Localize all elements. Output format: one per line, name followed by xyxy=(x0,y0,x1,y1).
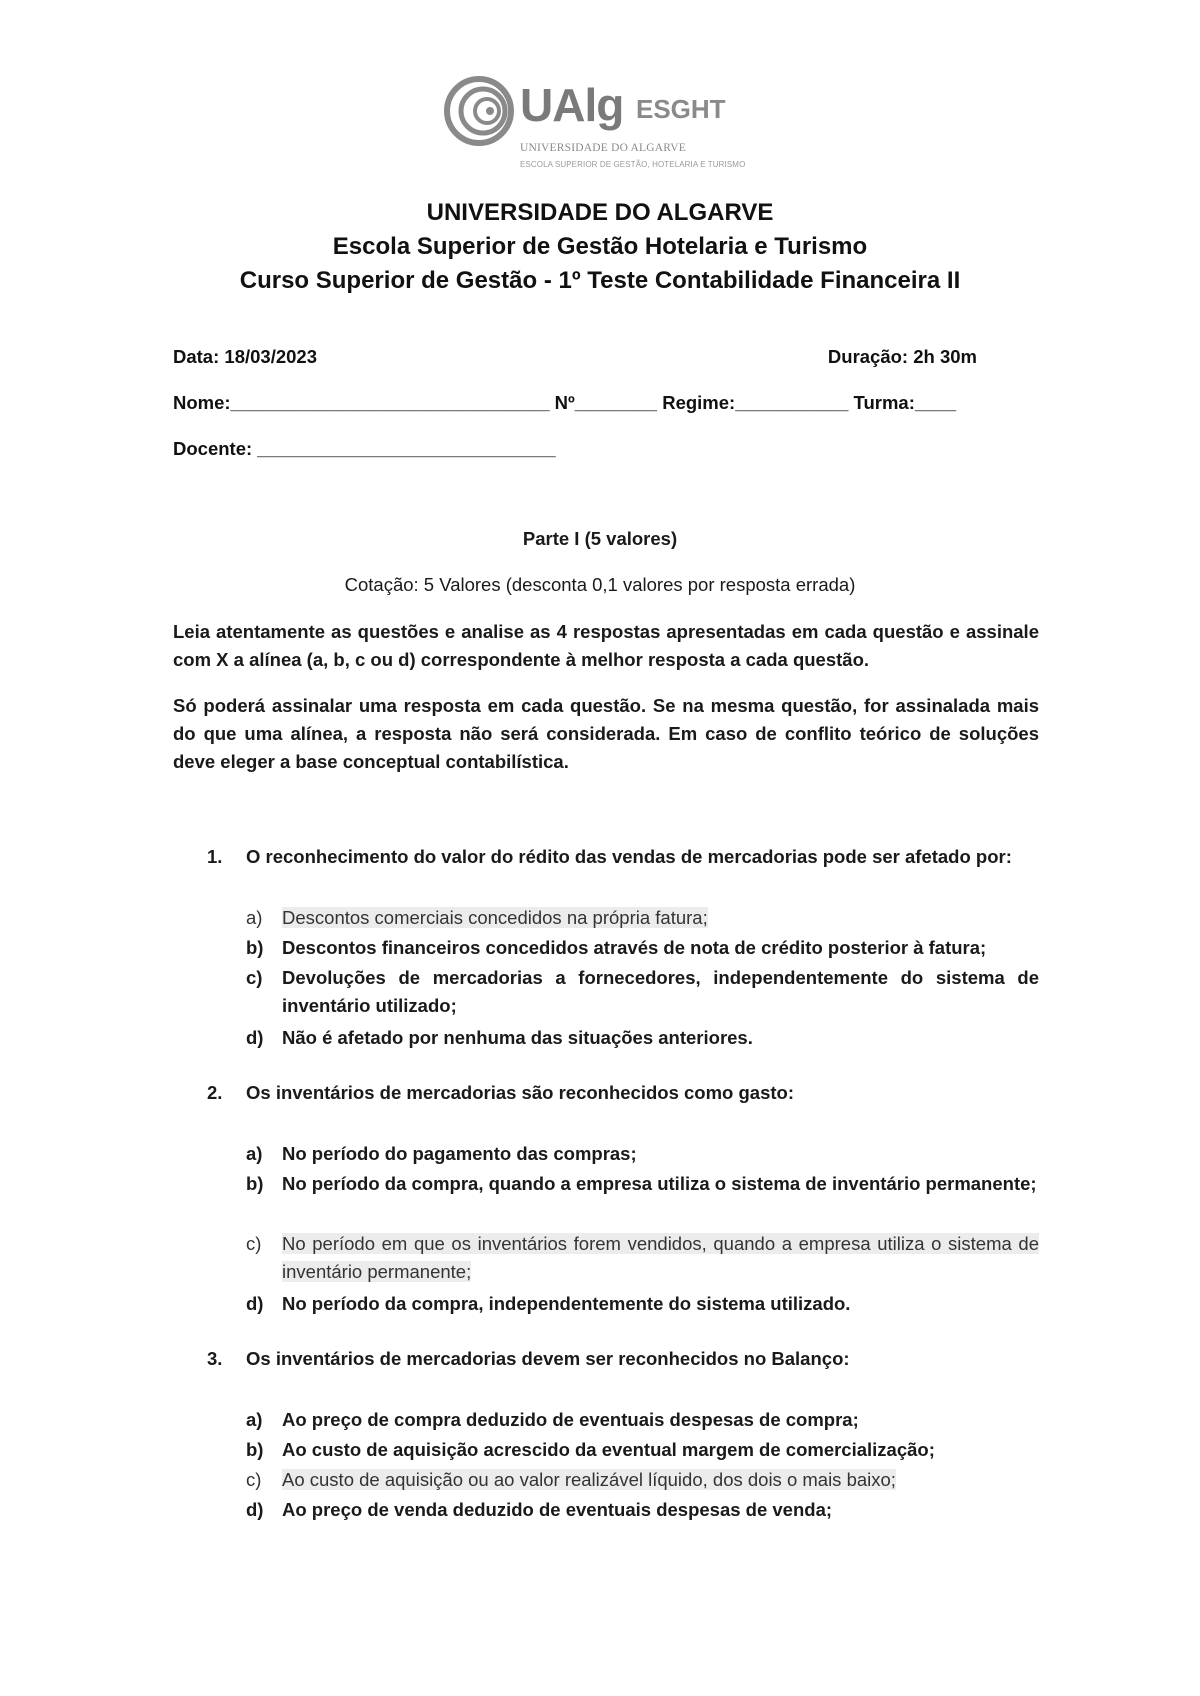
option-letter: a) xyxy=(246,907,263,928)
option-text: Devoluções de mercadorias a fornecedores, independentemente do sistema de inventário utilizado; xyxy=(282,967,1039,1016)
q3-option-b[interactable] xyxy=(246,1436,1039,1464)
question-text: Os inventários de mercadorias devem ser reconhecidos no Balanço: xyxy=(246,1348,850,1369)
q2-option-d[interactable] xyxy=(246,1290,1039,1318)
q2-option-c[interactable] xyxy=(246,1230,1039,1286)
question-number: 1. xyxy=(207,846,223,867)
exam-date: Data: 18/03/2023 xyxy=(173,346,317,367)
q2-option-b[interactable] xyxy=(246,1170,1039,1198)
option-text: Ao preço de venda deduzido de eventuais despesas de venda; xyxy=(282,1499,833,1520)
q3-option-c[interactable] xyxy=(246,1466,1039,1494)
header-school: Escola Superior de Gestão Hotelaria e Turismo xyxy=(332,233,868,260)
logo-main-text: UAlg xyxy=(520,79,624,131)
header-university: UNIVERSIDADE DO ALGARVE xyxy=(426,199,774,226)
q1-option-d[interactable] xyxy=(246,1024,1039,1052)
option-letter: b) xyxy=(246,1439,264,1460)
logo-school-name: ESCOLA SUPERIOR DE GESTÃO, HOTELARIA E TURISMO xyxy=(520,160,746,169)
q3-option-a[interactable] xyxy=(246,1406,1039,1434)
q1-option-a[interactable] xyxy=(246,904,1039,932)
option-letter: c) xyxy=(246,967,263,988)
question-text: Os inventários de mercadorias são reconhecidos como gasto: xyxy=(246,1082,794,1103)
q1-option-b[interactable] xyxy=(246,934,1039,962)
concentric-circles-logo-icon xyxy=(444,76,514,146)
option-letter: d) xyxy=(246,1293,264,1314)
date-duration-row xyxy=(173,346,1039,368)
option-text: No período do pagamento das compras; xyxy=(282,1143,637,1164)
instructions-paragraph-2: Só poderá assinalar uma resposta em cada questão. Se na mesma questão, for assinalada mais do que uma alínea, a resposta não será considerada. Em caso de conflito teórico de soluções deve eleger a base conceptual contabilística. xyxy=(173,695,1039,772)
q3-option-d[interactable] xyxy=(246,1496,1039,1524)
question-text: O reconhecimento do valor do rédito das vendas de mercadorias pode ser afetado por: xyxy=(246,846,1012,867)
docente-line[interactable]: Docente: _____________________________ xyxy=(173,438,556,459)
option-text: Descontos comerciais concedidos na própria fatura; xyxy=(282,907,708,928)
university-logo xyxy=(444,74,784,174)
option-text: Não é afetado por nenhuma das situações anteriores. xyxy=(282,1027,753,1048)
option-letter: c) xyxy=(246,1469,262,1490)
option-text: No período da compra, independentemente do sistema utilizado. xyxy=(282,1293,851,1314)
exam-duration: Duração: 2h 30m xyxy=(827,346,977,367)
question-number: 2. xyxy=(207,1082,223,1103)
option-letter: b) xyxy=(246,937,264,958)
option-letter: a) xyxy=(246,1409,263,1430)
q2-option-a[interactable] xyxy=(246,1140,1039,1168)
option-text: No período da compra, quando a empresa utiliza o sistema de inventário permanente; xyxy=(282,1173,1037,1194)
option-text: Ao custo de aquisição ou ao valor realizável líquido, dos dois o mais baixo; xyxy=(282,1469,896,1490)
option-letter: d) xyxy=(246,1499,264,1520)
student-info-line[interactable]: Nome:_______________________________ Nº________ Regime:___________ Turma:____ xyxy=(173,392,957,413)
option-letter: d) xyxy=(246,1027,264,1048)
q1-option-c[interactable] xyxy=(246,964,1039,1020)
part-title: Parte I (5 valores) xyxy=(522,528,678,549)
logo-sub-text: ESGHT xyxy=(636,94,726,124)
header-course: Curso Superior de Gestão - 1º Teste Contabilidade Financeira II xyxy=(239,267,961,294)
option-text: Descontos financeiros concedidos através de nota de crédito posterior à fatura; xyxy=(282,937,987,958)
question-number: 3. xyxy=(207,1348,223,1369)
option-text: Ao custo de aquisição acrescido da eventual margem de comercialização; xyxy=(282,1439,935,1460)
document-header xyxy=(0,196,1200,298)
option-text: Ao preço de compra deduzido de eventuais despesas de compra; xyxy=(282,1409,859,1430)
scoring-note: Cotação: 5 Valores (desconta 0,1 valores por resposta errada) xyxy=(344,574,856,595)
option-text: No período em que os inventários forem vendidos, quando a empresa utiliza o sistema de inventário permanente; xyxy=(282,1233,1039,1282)
logo-university-name: UNIVERSIDADE DO ALGARVE xyxy=(520,142,686,154)
option-letter: a) xyxy=(246,1143,263,1164)
option-letter: b) xyxy=(246,1173,264,1194)
instructions-paragraph-1: Leia atentamente as questões e analise as 4 respostas apresentadas em cada questão e assinale com X a alínea (a, b, c ou d) correspondente à melhor resposta a cada questão. xyxy=(173,621,1039,670)
option-letter: c) xyxy=(246,1233,262,1254)
